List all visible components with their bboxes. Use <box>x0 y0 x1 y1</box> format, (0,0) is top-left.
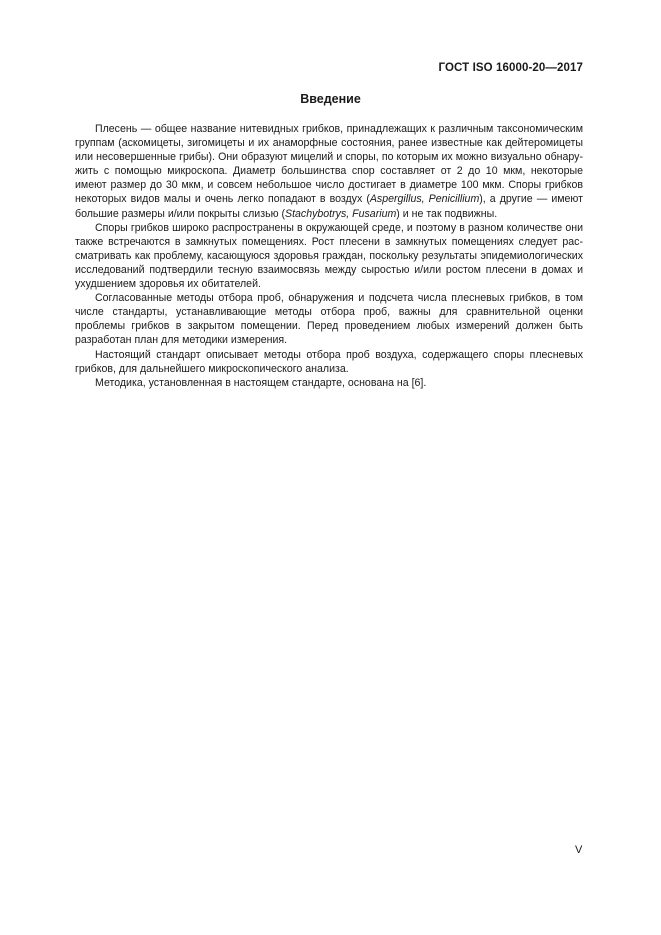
italic-text-run: Stachybotrys, Fusarium <box>285 207 397 220</box>
text-run: Согласованные методы отбора проб, обнаружения и подсчета числа плесневых грибков, в том числе стандарты, устанавливающие методы отбора проб, важны для сравнительной оценки проблемы грибков в закрытом помещении. Перед проведением любых измерений должен быть разработан план для методики измерения. <box>75 292 583 347</box>
page-number: V <box>575 844 583 856</box>
paragraph <box>75 376 583 390</box>
text-run: ), а другие — имеют большие размеры и/или покрыты слизью ( <box>75 193 583 220</box>
body-text <box>75 122 583 390</box>
text-run: Споры грибков широко распространены в окружающей среде, и поэтому в разном количестве они также встречаются в замкнутых помещениях. Рост плесени в замкнутых помещениях следует рассматривать как проблему, касающуюся здоровья граждан, поскольку результаты эпидемиологических исследований подтвердили тесную взаимосвязь между сыростью и/или ростом плесени в домах и ухудшением здоровья их обитателей. <box>75 221 583 291</box>
paragraph <box>75 348 583 376</box>
paragraph <box>75 221 583 291</box>
document-code-header: ГОСТ ISO 16000-20—2017 <box>438 62 583 74</box>
italic-text-run: Aspergillus, Penicillium <box>369 193 480 206</box>
paragraph <box>75 122 583 221</box>
text-run: Плесень — общее название нитевидных грибков, принадлежащих к различным таксономическим группам (аскомицеты, зигомицеты и их анаморфные состояния, ранее известные как дейтеромицеты или несовершенные грибы). Они образуют мицелий и споры, по которым их можно визуально обнаружить с помощью микроскопа. Диаметр большинства спор составляет от 2 до 10 мкм, некоторые имеют размер до 30 мкм, и совсем небольшое число достигает в диаметре 100 мкм. Споры грибков некоторых видов малы и очень легко попадают в воздух ( <box>75 123 583 206</box>
text-run: Методика, установленная в настоящем стандарте, основана на [6]. <box>95 376 427 389</box>
paragraph <box>75 291 583 347</box>
text-run: ) и не так подвижны. <box>396 207 498 220</box>
text-run: Настоящий стандарт описывает методы отбора проб воздуха, содержащего споры плесневых грибков, для дальнейшего микроскопического анализа. <box>75 348 583 375</box>
section-title: Введение <box>300 92 361 106</box>
